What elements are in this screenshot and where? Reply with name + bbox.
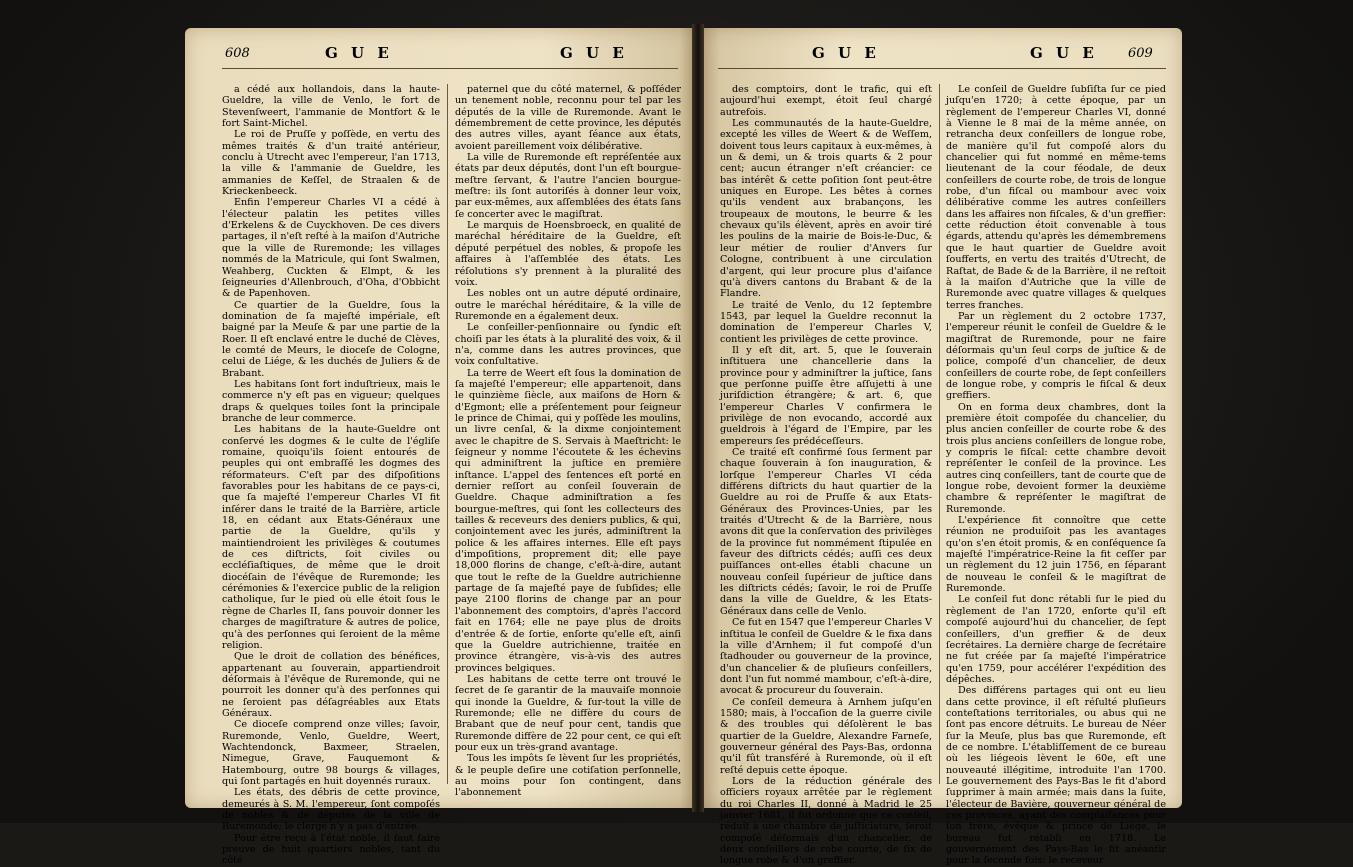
paragraph: Tous les impôts ſe lèvent ſur les propriétés, & le peuple deſire une cotiſation perſonnelle, au moins pour ſon contingent, dans l'abonnement <box>455 753 681 799</box>
column-rule-left <box>447 84 448 784</box>
paragraph: Les habitans de cette terre ont trouvé le ſecret de ſe garantir de la mauvaiſe monnoie qui inonde la Gueldre, & ſur-tout la ville de Ruremonde; elle ne diffère du cours de Brabant que de neuf pour cent, tandis que Ruremonde diffère de 22 pour cent, ce qui eſt pour eux un très-grand avantage. <box>455 673 681 753</box>
column-4 <box>946 84 1166 867</box>
paragraph: Ce traité eſt confirmé ſous ſerment par chaque ſouverain à ſon inauguration, & lorſque l'empereur Charles VI céda différens diſtricts du haut quartier de la Gueldre au roi de Pruſſe & aux Etats-Généraux des Provinces-Unies, par les traités d'Utrecht & de la Barrière, nous avons dit que la conſervation des privilèges de la province fut nommément ſtipulée en faveur des diſtricts cédés; auſſi ces deux puiſſances ont-elles établi chacune un nouveau conſeil ſupérieur de juſtice dans les diſtricts cédés; ſavoir, le roi de Pruſſe dans la ville de Gueldre, & les Etats-Généraux dans celle de Venlo. <box>720 447 932 617</box>
paragraph: Ce conſeil demeura à Arnhem juſqu'en 1580; mais, à l'occaſion de la guerre civile & des troubles qui déſolèrent le bas quartier de la Gueldre, Alexandre Farneſe, gouverneur général des Pays-Bas, ordonna qu'il fût transféré à Ruremonde, où il eſt reſté depuis cette époque. <box>720 696 932 776</box>
column-rule-right <box>939 84 940 784</box>
paragraph: Le conſeiller-penſionnaire ou ſyndic eſt choiſi par les états à la pluralité des voix, & il n'a, comme dans les autres provinces, que voix conſultative. <box>455 322 681 368</box>
paragraph: Ce quartier de la Gueldre, ſous la domination de ſa majeſté impériale, eſt baigné par la Meuſe & par une partie de la Roer. Il eſt enclavé entre le duché de Clèves, le comté de Meurs, le dioceſe de Cologne, celui de Liége, & les duchés de Juliers & de Brabant. <box>222 299 440 379</box>
book-gutter <box>692 24 704 812</box>
paragraph: Le conſeil de Gueldre ſubſiſta ſur ce pied juſqu'en 1720; à cette époque, par un règlement de l'empereur Charles VI, donné à Vienne le 8 mai de la même année, on retrancha deux conſeillers de longue robe, de manière qu'il fut compoſé alors du chancelier qui fut nommé en même-tems lieutenant de la cour féodale, de deux conſeillers de courte robe, de trois de longue robe, d'un fiſcal ou mambour avec voix délibérative comme les autres conſeillers dans les affaires non fiſcales, & d'un greffier: cette réduction étoit convenable à tous égards, attendu qu'après les démembremens que le haut quartier de Gueldre avoit ſoufferts, en vertu des traités d'Utrecht, de Raſtat, de Bade & de la Barrière, il ne reſtoit à la maiſon d'Autriche que la ville de Ruremonde avec quatre villages & quelques terres franches. <box>946 84 1166 311</box>
column-3 <box>720 84 932 867</box>
running-title-right: G U E <box>812 44 880 62</box>
paragraph: On en forma deux chambres, dont la première étoit compoſée du chancelier, du plus ancien conſeiller de courte robe & des trois plus anciens conſeillers de longue robe, y compris le fiſcal: cette chambre devoit repréſenter le conſeil de la province. Les autres cinq conſeillers, tant de courte que de longue robe, devoient former la deuxième chambre & repréſenter le magiſtrat de Ruremonde. <box>946 401 1166 515</box>
paragraph: Par un règlement du 2 octobre 1737, l'empereur réunit le conſeil de Gueldre & le magiſtrat de Ruremonde, pour ne faire déſormais qu'un ſeul corps de juſtice & de police, compoſé d'un chancelier, de deux conſeillers de courte robe, de ſept conſeillers de longue robe, y compris le fiſcal & deux greffiers. <box>946 310 1166 402</box>
paragraph: Les habitans de la haute-Gueldre ont conſervé les dogmes & le culte de l'égliſe romaine, quoiqu'ils ſoient entourés de peuples qui ont embraſſé les dogmes des réformateurs. C'eſt par des diſpoſitions favorables pour les habitans de ce pays-ci, que ſa majeſté l'empereur Charles VI fit inſérer dans le traité de la Barrière, article 18, en cédant aux Etats-Généraux une partie de la Gueldre, qu'ils y maintiendroient les privilèges & coutumes de ces diſtricts, ſoit civiles ou eccléſiaſtiques, de même que le droit diocéſain de l'évêque de Ruremonde; les cérémonies & l'exercice public de la religion catholique, ſur le pied où elle étoit ſous le règne de Charles II, ſans pouvoir donner les charges de magiſtrature & autres de police, qu'à des perſonnes qui ſeroient de la même religion. <box>222 424 440 651</box>
page-number-right: 609 <box>1128 46 1153 61</box>
right-header <box>812 44 932 64</box>
paragraph: L'expérience fit connoître que cette réunion ne produiſoit pas les avantages qu'on s'en étoit promis, & en conſéquence ſa majeſté l'impératrice-Reine la fit ceſſer par un règlement du 12 juin 1756, en ſéparant de nouveau le conſeil & le magiſtrat de Ruremonde. <box>946 515 1166 595</box>
paragraph: La terre de Weert eſt ſous la domination de ſa majeſté l'empereur; elle appartenoit, dans le quinzième ſiècle, aux maiſons de Horn & d'Egmont; elle a préſentement pour ſeigneur le prince de Chimai, qui y poſſède les moulins, un livre cenſal, & la dixme conjointement avec le chapitre de S. Servais à Maeſtricht: le ſeigneur y nomme l'écoutete & les échevins qui adminiſtrent la juſtice en première inſtance. L'appel des ſentences eſt porté en dernier reſſort au conſeil ſouverain de Gueldre. Chaque adminiſtration a ſes bourgue-meſtres, qui ſont les collecteurs des tailles & receveurs des deniers publics, & qui, conjointement avec les jurés, adminiſtrent la police & les affaires internes. Elle eſt pays d'impoſitions, proprement dit; elle paye 18,000 florins de change, c'eſt-à-dire, autant que tout le reſte de la Gueldre autrichienne partage de ſa majeſté paye de ſubſides; elle paye 2100 florins de change par an pour l'abonnement des comptoirs, d'après l'accord fait en 1764; elle ne paye plus de droits d'entrée & de ſortie, enſorte qu'elle eſt, ainſi que la Gueldre autrichienne, traitée en province étrangère, vis-à-vis des autres provinces belgiques. <box>455 367 681 674</box>
paragraph: Enfin l'empereur Charles VI a cédé à l'électeur palatin les petites villes d'Erkelens & de Cuyckhoven. De ces divers partages, il n'eſt reſté à la maiſon d'Autriche que la ville de Ruremonde; les villages nommés de la Matricule, qui ſont Swalmen, Weahberg, Cuckten & Elmpt, & les ſeigneuries d'Allenbrouch, d'Oha, d'Obbicht & de Papenhoven. <box>222 197 440 300</box>
paragraph: Le roi de Pruſſe y poſſède, en vertu des mêmes traités & d'un traité antérieur, conclu à Utrecht avec l'empereur, l'an 1713, la ville & l'ammanie de Gueldre, les ammanies de Keſſel, de Straalen & de Krieckenbeeck. <box>222 129 440 198</box>
column-1 <box>222 84 440 867</box>
paragraph: Le conſeil fut donc rétabli ſur le pied du règlement de l'an 1720, enſorte qu'il eſt compoſé aujourd'hui du chancelier, de ſept conſeillers, d'un greffier & de deux ſecrétaires. La dernière charge de ſecrétaire ne fut créée par ſa majeſté l'impératrice qu'en 1759, pour accélérer l'expédition des dépêches. <box>946 594 1166 685</box>
paragraph: Les nobles ont un autre député ordinaire, outre le maréchal héréditaire, & la ville de Ruremonde en a également deux. <box>455 288 681 322</box>
paragraph: Il y eſt dit, art. 5, que le ſouverain inſtituera une chancellerie dans la province pour y adminiſtrer la juſtice, ſans que perſonne puiſſe être aſſujetti à une juriſdiction étrangère; & art. 6, que l'empereur Charles V confirmera le privilège de non evocando, accordé aux gueldrois à l'égard de l'Empire, par les empereurs ſes prédéceſſeurs. <box>720 344 932 447</box>
paragraph: Pour être reçu à l'état noble, il faut faire preuve de huit quartiers nobles, tant du côté <box>222 832 440 867</box>
header-rule-left <box>222 68 678 69</box>
paragraph: Ce dioceſe comprend onze villes; ſavoir, Ruremonde, Venlo, Gueldre, Weert, Wachtendonck, Baxmeer, Straelen, Nimegue, Grave, Fauquemont & Hatembourg, outre 98 bourgs & villages, qui ſont partagés en huit doyennés ruraux. <box>222 719 440 787</box>
paragraph: a cédé aux hollandois, dans la haute-Gueldre, la ville de Venlo, le fort de Stevenſweert, l'ammanie de Montfort & le fort Saint-Michel. <box>222 84 440 130</box>
paragraph: La ville de Ruremonde eſt repréſentée aux états par deux députés, dont l'un eſt bourgue-meſtre ſervant, & l'autre l'ancien bourgue-meſtre: ils ſont autoriſés à donner leur voix, par eux-mêmes, aux aſſemblées des états ſans ſe concerter avec le magiſtrat. <box>455 152 681 220</box>
page-number-left: 608 <box>225 46 250 61</box>
running-title-left: G U E <box>325 44 393 62</box>
left-header-2 <box>560 44 680 64</box>
running-title-left-2: G U E <box>560 44 628 62</box>
paragraph: Les habitans ſont fort induſtrieux, mais le commerce n'y eſt pas en vigueur; quelques draps & quelques toiles ſont la principale branche de leur commerce. <box>222 378 440 424</box>
paragraph: Le traité de Venlo, du 12 ſeptembre 1543, par lequel la Gueldre reconnut la domination de l'empereur Charles V, contient les privilèges de cette province. <box>720 299 932 345</box>
paragraph: paternel que du côté maternel, & poſſéder un tenement noble, reconnu pour tel par les députés de la ville de Ruremonde. Avant le démembrement de cette province, les députés des autres villes, ayant ſéance aux états, avoient pareillement voix délibérative. <box>455 84 681 152</box>
paragraph: Des différens partages qui ont eu lieu dans cette province, il eſt réſulté pluſieurs conteſtations territoriales, ou abus qui ne ſont pas encore détruits. Le bureau de Néer ſur la Meuſe, plus bas que Ruremonde, eſt de ce nombre. L'établiſſement de ce bureau où les liégeois lèvent le 60e, eſt une nouveauté illégitime, introduite l'an 1700. Le gouvernement des Pays-Bas le fit d'abord ſupprimer à main armée; mais dans la ſuite, l'électeur de Bavière, gouverneur général de ces provinces, ayant des complaiſances pour ſon frère, évêque & prince de Liége, le bureau fut rétabli en 1718. Le gouvernement des Pays-Bas le fit anéantir pour la ſeconde fois: le receveur <box>946 685 1166 867</box>
paragraph: des comptoirs, dont le trafic, qui eſt aujourd'hui exempt, étoit ſeul chargé autrefois. <box>720 84 932 118</box>
paragraph: Les communautés de la haute-Gueldre, excepté les villes de Weert & de Weſſem, doivent tous leurs capitaux à eux-mêmes, à un & demi, un & trois quarts & 2 pour cent; aucun étranger n'eſt créancier: ce bas intérêt & cette poſition ſont peut-être uniques en Europe. Les bêtes à cornes qu'ils vendent aux brabançons, les troupeaux de moutons, le beurre & les chevaux qu'ils élèvent, après en avoir tiré les poulins de la mairie de Bois-le-Duc, & leur métier de roulier d'Anvers ſur Cologne, contribuent à une circulation d'argent, qui leur procure plus d'aiſance qu'à divers cantons du Brabant & de la Flandre. <box>720 118 932 300</box>
column-2 <box>455 84 681 804</box>
right-header-2 <box>1030 44 1170 64</box>
paragraph: Que le droit de collation des bénéfices, appartenant au ſouverain, appartiendroit déſormais à l'évêque de Ruremonde, qui ne pourroit les donner qu'à des perſonnes qui ne ſeroient pas déſagréables aux Etats Généraux. <box>222 651 440 719</box>
paragraph: Ce fut en 1547 que l'empereur Charles V inſtitua le conſeil de Gueldre & le fixa dans la ville d'Arnhem; il fut compoſé d'un ſtadhouder ou gouverneur de la province, d'un chancelier & de pluſieurs conſeillers, dont l'un fut nommé mambour, c'eſt-à-dire, avocat & procureur du ſouverain. <box>720 617 932 697</box>
header-rule-right <box>718 68 1166 69</box>
paragraph: Les états, des débris de cette province, demeurés à S. M. l'empereur, ſont compoſés de nobles & de députés de la ville de Ruremonde; le clergé n'y a pas d'entrée. <box>222 787 440 833</box>
paragraph: Le marquis de Hoensbroeck, en qualité de maréchal héréditaire de la Gueldre, eſt député perpétuel des nobles, & propoſe les affaires à l'aſſemblée des états. Les réſolutions s'y prennent à la pluralité des voix. <box>455 220 681 288</box>
running-title-right-2: G U E <box>1030 44 1098 62</box>
paragraph: Lors de la réduction générale des officiers royaux arrêtée par le règlement du roi Charles II, donné à Madrid le 25 janvier 1681, il fut ordonné que ce conſeil, réduit à une chambre de juſticiature, ſeroit compoſé déſormais d'un chancelier, de deux conſeillers de robe courte, de ſix de longue robe & d'un greffier. <box>720 775 932 867</box>
left-header <box>225 44 445 64</box>
